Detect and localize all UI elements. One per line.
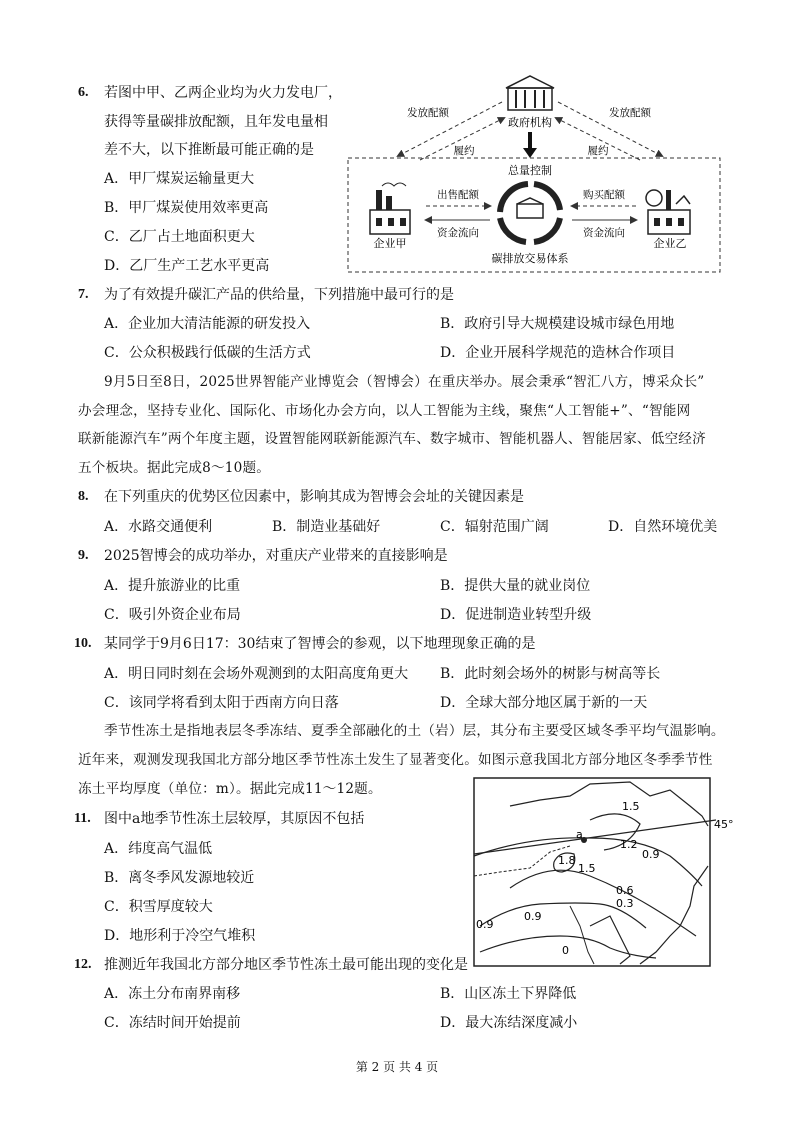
q11-number: 11. xyxy=(74,811,91,826)
total-control-label: 总量控制 xyxy=(508,164,552,177)
contour-label-1-2: 1.2 xyxy=(620,838,638,851)
page-footer: 第 2 页 共 4 页 xyxy=(355,1060,439,1074)
q10-option-d: D．全球大部分地区属于新的一天 xyxy=(440,695,648,711)
sell-label: 出售配额 xyxy=(437,189,479,201)
contour-label-0-9b: 0.9 xyxy=(524,910,542,923)
lat-label: 45° xyxy=(714,818,734,831)
q6-stem-line2: 获得等量碳排放配额，且年发电量相 xyxy=(104,114,328,130)
gov-label: 政府机构 xyxy=(508,116,552,129)
q9-option-b: B．提供大量的就业岗位 xyxy=(440,578,591,594)
trading-cycle-icon xyxy=(500,184,560,242)
q10-stem: 某同学于9月6日17：30结束了智博会的参观，以下地理现象正确的是 xyxy=(104,636,536,652)
q7-option-d: D．企业开展科学规范的造林合作项目 xyxy=(440,345,676,361)
q7-number: 7. xyxy=(78,287,89,302)
q7-option-b: B．政府引导大规模建设城市绿色用地 xyxy=(440,316,675,332)
q8-number: 8. xyxy=(78,489,89,504)
q6-option-b: B．甲厂煤炭使用效率更高 xyxy=(104,200,269,216)
q12-stem: 推测近年我国北方部分地区季节性冻土最可能出现的变化是 xyxy=(104,957,468,973)
q10-option-b: B．此时刻会场外的树影与树高等长 xyxy=(440,666,661,682)
q6-option-a: A．甲厂煤炭运输量更大 xyxy=(104,171,255,187)
q8-option-d: D．自然环境优美 xyxy=(608,519,718,535)
q9-option-c: C．吸引外资企业布局 xyxy=(104,607,241,623)
passage2-line3: 冻土平均厚度（单位：m）。据此完成11～12题。 xyxy=(78,781,382,797)
frozen-soil-map xyxy=(470,776,746,970)
comply-label-right: 履约 xyxy=(587,145,609,157)
q9-option-a: A．提升旅游业的比重 xyxy=(104,578,241,594)
contour-label-0-9a: 0.9 xyxy=(642,848,660,861)
q12-option-a: A．冻土分布南界南移 xyxy=(104,986,241,1002)
government-building-icon xyxy=(506,76,554,110)
q11-option-b: B．离冬季风发源地较近 xyxy=(104,870,255,886)
passage1-line3: 联新能源汽车”两个年度主题，设置智能网联新能源汽车、数字城市、智能机器人、智能居家、低空经济 xyxy=(78,431,706,447)
q6-option-c: C．乙厂占土地面积更大 xyxy=(104,229,255,245)
q7-option-a: A．企业加大清洁能源的研发投入 xyxy=(104,316,311,332)
q6-stem-line3: 差不大，以下推断最可能正确的是 xyxy=(104,142,314,158)
issue-label-left: 发放配额 xyxy=(407,107,449,119)
passage1-line2: 办会理念，坚持专业化、国际化、市场化办会方向，以人工智能为主线，聚焦“人工智能+”、“智能网 xyxy=(78,403,691,419)
system-label: 碳排放交易体系 xyxy=(491,252,569,265)
q12-option-d: D．最大冻结深度减小 xyxy=(440,1015,578,1031)
company-a-label: 企业甲 xyxy=(373,237,407,250)
q11-stem: 图中a地季节性冻土层较厚，其原因不包括 xyxy=(104,811,365,827)
q12-option-b: B．山区冻土下界降低 xyxy=(440,986,577,1002)
q8-stem: 在下列重庆的优势区位因素中，影响其成为智博会会址的关键因素是 xyxy=(104,489,524,505)
passage2-line1: 季节性冻土是指地表层冬季冻结、夏季全部融化的土（岩）层，其分布主要受区域冬季平均气温影响。 xyxy=(104,723,725,739)
contour-label-1-8: 1.8 xyxy=(558,854,576,867)
factory-icon-a xyxy=(370,183,410,234)
comply-label-left: 履约 xyxy=(453,145,475,157)
q10-option-a: A．明日同时刻在会场外观测到的太阳高度角更大 xyxy=(104,666,409,682)
q7-stem: 为了有效提升碳汇产品的供给量，下列措施中最可行的是 xyxy=(104,287,454,303)
q10-option-c: C．该同学将看到太阳于西南方向日落 xyxy=(104,695,339,711)
q7-option-c: C．公众积极践行低碳的生活方式 xyxy=(104,345,311,361)
contour-label-0-9c: 0.9 xyxy=(476,918,494,931)
issue-label-right: 发放配额 xyxy=(609,107,651,119)
q6-stem-line1: 若图中甲、乙两企业均为火力发电厂， xyxy=(104,85,342,101)
fund-label-left: 资金流向 xyxy=(437,227,479,239)
q6-number: 6. xyxy=(78,85,89,100)
factory-icon-b xyxy=(646,190,690,234)
fund-label-right: 资金流向 xyxy=(583,227,625,239)
q10-number: 10. xyxy=(74,636,92,651)
carbon-trading-diagram xyxy=(340,72,726,278)
q9-number: 9. xyxy=(78,548,89,563)
q8-option-a: A．水路交通便利 xyxy=(104,519,213,535)
q11-option-a: A．纬度高气温低 xyxy=(104,841,213,857)
q8-option-c: C．辐射范围广阔 xyxy=(440,519,549,535)
q12-number: 12. xyxy=(74,957,92,972)
q11-option-c: C．积雪厚度较大 xyxy=(104,899,213,915)
contour-label-1-5a: 1.5 xyxy=(622,800,640,813)
point-a-label: a xyxy=(576,828,583,841)
contour-label-0-6: 0.6 xyxy=(616,884,634,897)
q11-option-d: D．地形利于冷空气堆积 xyxy=(104,928,256,944)
buy-label: 购买配额 xyxy=(583,189,625,201)
q6-option-d: D．乙厂生产工艺水平更高 xyxy=(104,258,270,274)
q12-option-c: C．冻结时间开始提前 xyxy=(104,1015,241,1031)
passage1-line1: 9月5日至8日，2025世界智能产业博览会（智博会）在重庆举办。展会秉承“智汇八方，博采众长” xyxy=(104,374,705,390)
company-b-label: 企业乙 xyxy=(653,237,687,250)
q9-stem: 2025智博会的成功举办，对重庆产业带来的直接影响是 xyxy=(104,548,448,564)
q8-option-b: B．制造业基础好 xyxy=(272,519,381,535)
contour-label-0-3: 0.3 xyxy=(616,897,634,910)
passage1-line4: 五个板块。据此完成8～10题。 xyxy=(78,460,271,476)
passage2-line2: 近年来，观测发现我国北方部分地区季节性冻土发生了显著变化。如图示意我国北方部分地区冬季季节性 xyxy=(78,752,713,768)
contour-label-0: 0 xyxy=(562,944,569,957)
q9-option-d: D．促进制造业转型升级 xyxy=(440,607,592,623)
contour-label-1-5b: 1.5 xyxy=(578,862,596,875)
